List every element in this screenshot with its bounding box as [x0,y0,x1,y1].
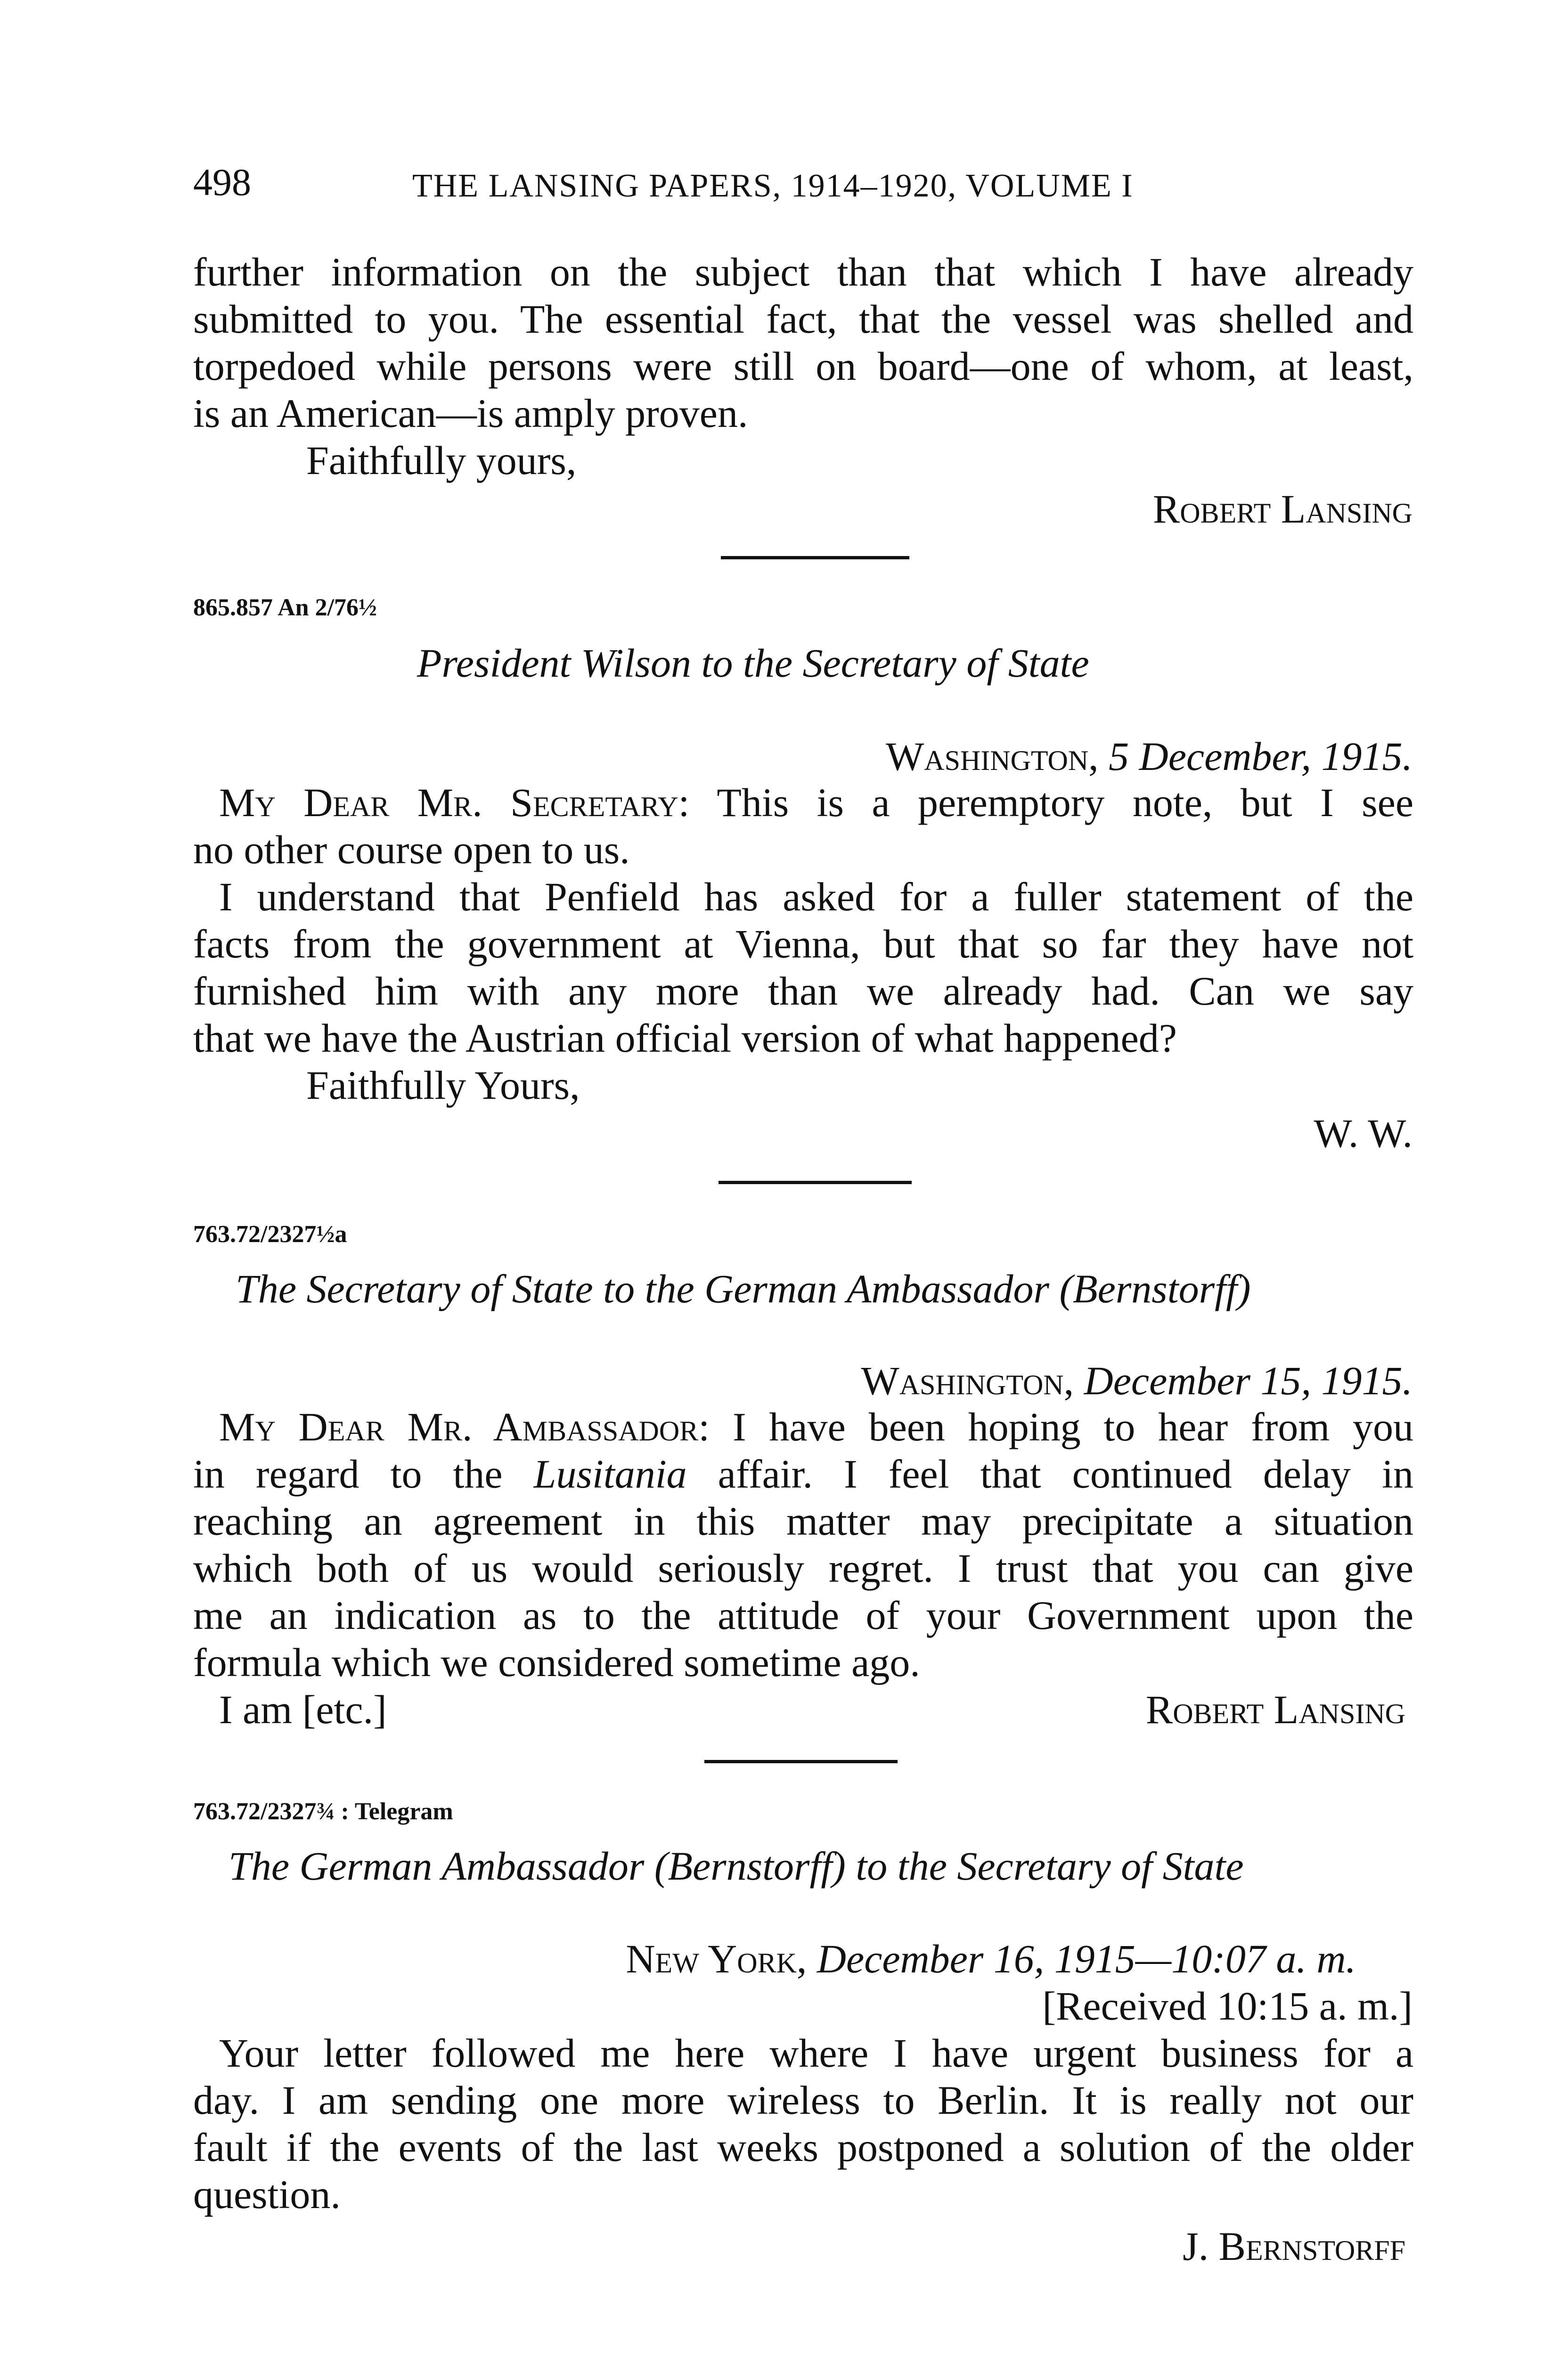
body-text: This is a peremptory note, but I see [717,780,1413,825]
section-divider [704,1760,898,1763]
body-text: affair. I feel that continued delay in [718,1451,1413,1497]
signature: W. W. [1314,1111,1413,1156]
file-number: 763.72/2327½a [193,1221,347,1248]
page-number: 498 [193,161,251,204]
section-divider [719,1181,912,1184]
ship-name: Lusitania [533,1451,687,1497]
body-line [219,1403,1413,1450]
body-line: no other course open to us. [193,827,630,872]
salutation: My Dear Mr. Ambassador: [219,1404,710,1449]
dateline [861,1357,1413,1404]
section-divider [721,556,909,559]
body-line [219,779,1413,826]
closing: Faithfully Yours, [306,1063,580,1108]
file-number: 763.72/2327¾ : Telegram [193,1798,453,1825]
file-number: 865.857 An 2/76½ [193,594,377,621]
body-line: question. [193,2172,341,2217]
body-line: formula which we considered sometime ago. [193,1640,920,1685]
body-line: reaching an agreement in this matter may precipitate a situation [193,1498,1413,1544]
document-title: The German Ambassador (Bernstorff) to the Secretary of State [229,1843,1244,1889]
dateline-date: 5 December, 1915. [1109,734,1413,779]
title-name: (Bernstorff) [1059,1266,1251,1311]
dateline-place: Washington, [861,1358,1074,1403]
body-line: is an American—is amply proven. [193,391,748,436]
salutation: My Dear Mr. Secretary: [219,780,690,825]
document-title [236,1265,1251,1312]
body-line: Your letter followed me here where I have urgent business for a [219,2030,1413,2076]
body-line [193,1450,1413,1497]
body-line: torpedoed while persons were still on board—one of whom, at least, [193,344,1413,389]
dateline-place: Washington, [886,734,1099,779]
body-line: day. I am sending one more wireless to Berlin. It is really not our [193,2078,1413,2123]
body-line: that we have the Austrian official version of what happened? [193,1015,1177,1061]
body-text: in regard to the [193,1451,503,1497]
signature: Robert Lansing [1152,486,1413,532]
signature: J. Bernstorff [1183,2224,1405,2269]
body-line: facts from the government at Vienna, but that so far they have not [193,921,1413,966]
dateline-date: December 16, 1915—10:07 a. m. [817,1936,1356,1981]
dateline [886,733,1413,780]
running-title: THE LANSING PAPERS, 1914–1920, VOLUME I [412,168,1134,204]
body-line: I understand that Penfield has asked for a fuller statement of the [219,874,1413,919]
body-line: submitted to you. The essential fact, that the vessel was shelled and [193,296,1413,342]
body-line: which both of us would seriously regret. I trust that you can give [193,1546,1413,1591]
signature: Robert Lansing [1145,1687,1405,1732]
title-text: The Secretary of State to the German Ambassador [236,1266,1049,1311]
dateline-date: December 15, 1915. [1084,1358,1413,1403]
dateline [626,1935,1356,1982]
document-title: President Wilson to the Secretary of State [417,640,1089,686]
body-line: furnished him with any more than we already had. Can we say [193,968,1413,1014]
closing: I am [etc.] [219,1687,387,1732]
body-line: further information on the subject than that which I have already [193,249,1413,294]
dateline-place: New York, [626,1936,807,1981]
body-text: I have been hoping to hear from you [732,1404,1414,1449]
closing: Faithfully yours, [306,438,577,483]
received-note: [Received 10:15 a. m.] [1042,1983,1413,2029]
body-line: fault if the events of the last weeks postponed a solution of the older [193,2125,1413,2170]
body-line: me an indication as to the attitude of your Government upon the [193,1593,1413,1638]
